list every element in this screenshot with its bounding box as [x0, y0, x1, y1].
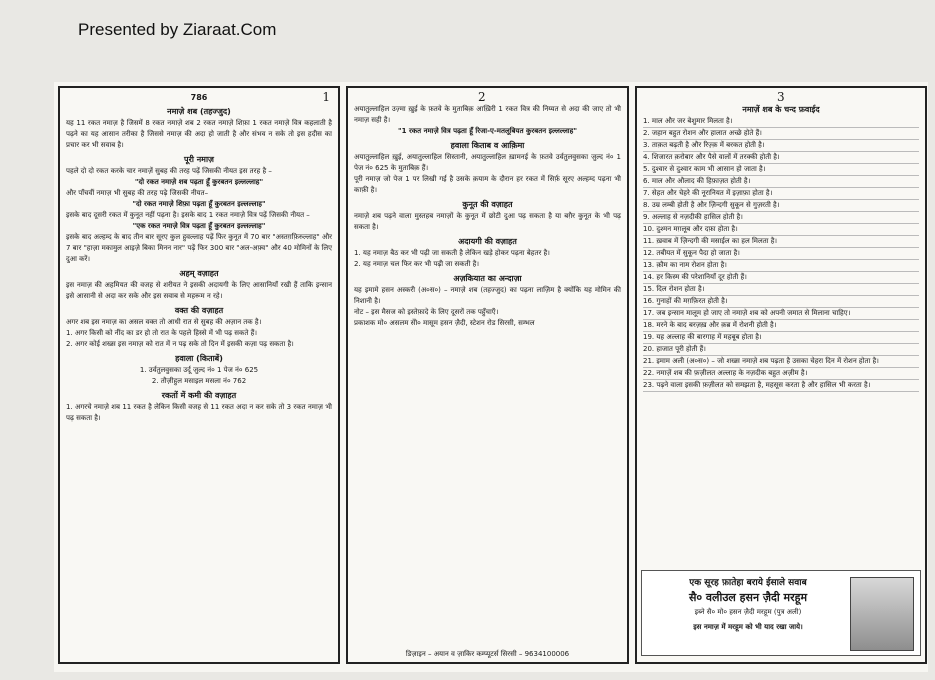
- section-heading: पूरी नमाज़: [184, 155, 214, 164]
- benefit-item: 2. जहान बहुत रोशन और हालात अच्छे होते हैं।: [643, 128, 919, 140]
- design-credit: डिज़ाइन – अयान व ज़ाकिर कम्प्यूटर्स सिरसी – 9634100006: [405, 650, 570, 658]
- section-heading: वक्त की वज़ाहत: [174, 306, 224, 315]
- benefit-item: 3. ताक़त बढ़ती है और रिज़्क़ में बरकत होती है।: [643, 140, 919, 152]
- benefit-item: 4. शिजारत क़रोबार और पैसे वालों में तरक्की होती है।: [643, 152, 919, 164]
- benefit-item: 7. सेहत और चेहरे की नूरानियत में इज़ाफ़ा होता है।: [643, 188, 919, 200]
- niyyat-quote: "1 रकत नमाज़े वित्र पढ़ता हूँ रिजा-ए-मतलूबियत कुरबतन इल्लल्लाह": [397, 127, 577, 135]
- paragraph: पूरी नमाज़ जो पेज 1 पर लिखी गई है उसके क़याम के दौरान हर रकत में सिर्फ़ सूरए अल्हम्द पढ़ना भी काफ़ी है।: [354, 175, 621, 194]
- benefit-item: 6. माल और औलाद की हिफ़ाज़त होती है।: [643, 176, 919, 188]
- benefit-item: 12. तबीयत में सुकून पैदा हो जाता है।: [643, 248, 919, 260]
- benefit-item: 20. हाजात पूरी होती हैं।: [643, 344, 919, 356]
- memorial-box: [641, 570, 921, 656]
- benefit-item: 22. नमाज़ें शब की फ़ज़ीलत अल्लाह के नज़दीक बहुत अज़ीम है।: [643, 368, 919, 380]
- niyyat-quote: "दो रकत नमाज़े शब पढ़ता हूँ कुरबतन इल्लल्लाह": [134, 178, 264, 186]
- newspaper-sheet: [54, 82, 928, 672]
- column-3: [635, 86, 927, 664]
- benefit-item: 8. उम्र लम्बी होती है और ज़िन्दगी सुकून से गुज़रती है।: [643, 200, 919, 212]
- brand-title: Presented by Ziaraat.Com: [78, 20, 277, 39]
- column-1: [58, 86, 340, 664]
- page-number: 3: [777, 90, 785, 104]
- benefit-item: 5. दुश्वार से दुश्वार काम भी आसान हो जाता है।: [643, 164, 919, 176]
- paragraph: और पाँचवीं नमाज़ भी सुबह की तरह पढ़े जिसकी नीयत–: [66, 189, 209, 197]
- benefit-item: 10. दुश्मन मग़लूब और दफ़ा होता है।: [643, 224, 919, 236]
- deceased-name: सै० वलीउल हसन ज़ैदी मरहूम: [688, 591, 808, 604]
- benefit-item: 21. इमाम अली (अ०स०) – जो शख्स नमाज़े शब पढ़ता है उसका चेहरा दिन में रोशन होता है।: [643, 356, 919, 368]
- section-heading: रकतों में कमी की वज़ाहत: [161, 391, 237, 400]
- reference: 1. उर्वतुलवुसका उर्दू जुल्द नं० 1 पेज नं० 625: [139, 366, 259, 374]
- benefits-list: [643, 116, 919, 392]
- paragraph: 1. यह नमाज़ बैठ कर भी पढ़ी जा सकती है लेकिन खड़े होकर पढ़ना बेहतर है।: [354, 249, 550, 257]
- paragraph: अयातुल्लाहिल उज़्मा ख़ुई के फ़तवे के मुताबिक़ आख़िरी 1 रकत वित्र की निय्यत से अदा की जाए तो भी नमाज़ सही है।: [354, 105, 621, 124]
- publisher-line: प्रकाशक मो० असलम सेो० मासूम हसन ज़ैदी, स्टेशन रोड सिरसी, सम्भल: [354, 319, 535, 327]
- paragraph: अयातुल्लाहिल ख़ुई, अयातुल्लाहिल सिस्तानी, अयातुल्लाहिल ख़ामनई के फ़तवे उर्वतुलवुसका जुल्द नं० 1 पेज नं० 625 के मुताबिक़ हैं।: [354, 153, 621, 172]
- niyyat-quote: "एक रकत नमाज़े वित्र पढ़ता हूँ कुरबतन इल्लल्लाह": [132, 222, 266, 230]
- section-heading: कुनूत की वज़ाहत: [462, 200, 513, 209]
- paragraph: इस नमाज़ की अहमियत की वजह से शरीयत ने इसकी अदायगी के लिए आसानियाँ रखी हैं ताकि इन्सान इसे आसानी से अदा कर सके और इस सवाब से महरूम न रहे।: [66, 281, 332, 300]
- paragraph: 1. अगरचे नमाज़े शब 11 रकत है लेकिन किसी वजह से 11 रकत अदा न कर सके तो 3 रकत नमाज़ भी पढ़ सकता है।: [66, 403, 332, 422]
- benefit-item: 19. यह अल्लाह की बारगाह में महबूब होता है।: [643, 332, 919, 344]
- benefit-item: 17. जब इन्सान मालूम हो जाए तो नमाज़े शब को अपनी जमात से मिलाना चाहिए।: [643, 308, 919, 320]
- benefit-item: 11. ख़वाब में ज़िन्दगी की मसाईल का हल मिलता है।: [643, 236, 919, 248]
- code-786: 786: [190, 93, 208, 102]
- paragraph: नमाज़े शब पढ़ने वाला मुस्तहब नमाज़ों के कुनूत में छोटी दुआ पढ़ सकता है या बग़ैर कुनूत के भी पढ़ सकता है।: [354, 212, 621, 231]
- benefit-item: 14. हर किस्म की परेशानियाँ दूर होती हैं।: [643, 272, 919, 284]
- niyyat-quote: "दो रकत नमाज़े शिफ़ा पढ़ता हूँ कुरबतन इल्लल्लाह": [132, 200, 266, 208]
- section-heading: अज़कियात का अन्दाज़ा: [453, 274, 522, 283]
- section-title: नमाज़े शब (तहज्जुद): [167, 107, 231, 116]
- benefit-item: 1. माल और जर बेशुमार मिलता है।: [643, 116, 919, 128]
- benefit-item: 18. मरने के बाद बरज़ख़ और क़ब्र में रोशनी होती है।: [643, 320, 919, 332]
- paragraph: इसके बाद दूसरी रकत में कुनूत नहीं पढ़ना है। इसके बाद 1 रकत नमाज़े वित्र पढ़ें जिसकी नीयत –: [66, 211, 310, 219]
- paragraph: यह 11 रकत नमाज़ है जिसमें 8 रकत नमाज़े शब 2 रकत नमाज़े शिफ़ा 1 रकत नमाज़े वित्र कहलाती है पढ़ने का यह आसान तरीका है जिससे नमाज़ की अदा हो जाती है और संभव न सके तो इस हदीस का प्रचार कर भी सवाब है।: [66, 119, 332, 149]
- paragraph: नोट – इस मैसज को इस्तेफ़ादे के लिए दूसरों तक पहुँचाएँ।: [354, 308, 499, 316]
- portrait-photo: [850, 577, 914, 651]
- section-heading: अदायगी की वज़ाहत: [458, 237, 517, 246]
- page-number: 2: [478, 90, 486, 104]
- benefit-item: 23. पढ़ने वाला इसकी फ़ज़ीलत को समझता है, महसूस करता है और हासिल भी करता है।: [643, 380, 919, 392]
- benefit-item: 15. दिल रोशन होता है।: [643, 284, 919, 296]
- fatiha-line: एक सूरह फ़ातेहा बराये ईसाले सवाब: [689, 578, 807, 588]
- paragraph: अगर शब इस नमाज़ का असल वक्त तो आधी रात से सुबह की अज़ान तक है।: [66, 318, 262, 326]
- section-heading: हवाला (किताबें): [175, 354, 223, 363]
- benefit-item: 16. गुनाहों की मग़फ़िरत होती है।: [643, 296, 919, 308]
- paragraph: 1. अगर किसी को नींद का डर हो तो रात के पहले हिस्से में भी पढ़ सकते हैं।: [66, 329, 257, 337]
- reference: 2. तौज़ीहुल मसाइल मसला नं० 762: [151, 377, 247, 385]
- benefit-item: 9. अल्लाह से नज़दीकी हासिल होती है।: [643, 212, 919, 224]
- section-heading: हवाला किताब व आक़िमा: [450, 141, 525, 150]
- paragraph: यह इमामे हसन अस्करी (अ०स०) – नमाज़े शब (तहज्जुद) का पढ़ना लाज़िम है क्योंकि यह मोमिन की निशानी है।: [354, 286, 621, 305]
- remember-line: इस नमाज़ में मरहूम को भी याद रखा जाये।: [693, 623, 803, 631]
- paragraph: इसके बाद अल्हम्द के बाद तीन बार सूरए कुल हुवल्लाह पढ़ें फिर कुनूत में 70 बार "अस्तग़फ़िरुल्लाह" और 7 बार "हाज़ा मकामुल आइज़े बिका मिनन नार" पढ़ें फिर 300 बार "अल-अफ़्व" और 40 मोमिनों के लिए दुआ करें।: [66, 233, 332, 263]
- section-title: नमाज़ें शब के चन्द फ़वाईद: [742, 105, 820, 114]
- page-number: 1: [322, 90, 330, 104]
- paragraph: पहले दो दो रकत करके चार नमाज़ें सुबह की तरह पढ़ें जिसकी नीयत इस तरह है –: [66, 167, 272, 175]
- deceased-parent: इब्ने सै० मो० हसन ज़ैदी मरहूम (पुत्र अली): [694, 608, 802, 616]
- paragraph: 2. अगर कोई शख्स इस नमाज़ को रात में न पढ़ सके तो दिन में इसकी कज़ा पढ़ सकता है।: [66, 340, 294, 348]
- benefit-item: 13. क़ौम का नाम रोशन होता है।: [643, 260, 919, 272]
- column-2: [346, 86, 629, 664]
- section-heading: अहम् वज़ाहत: [179, 269, 219, 278]
- paragraph: 2. यह नमाज़ चल फिर कर भी पढ़ी जा सकती है।: [354, 260, 480, 268]
